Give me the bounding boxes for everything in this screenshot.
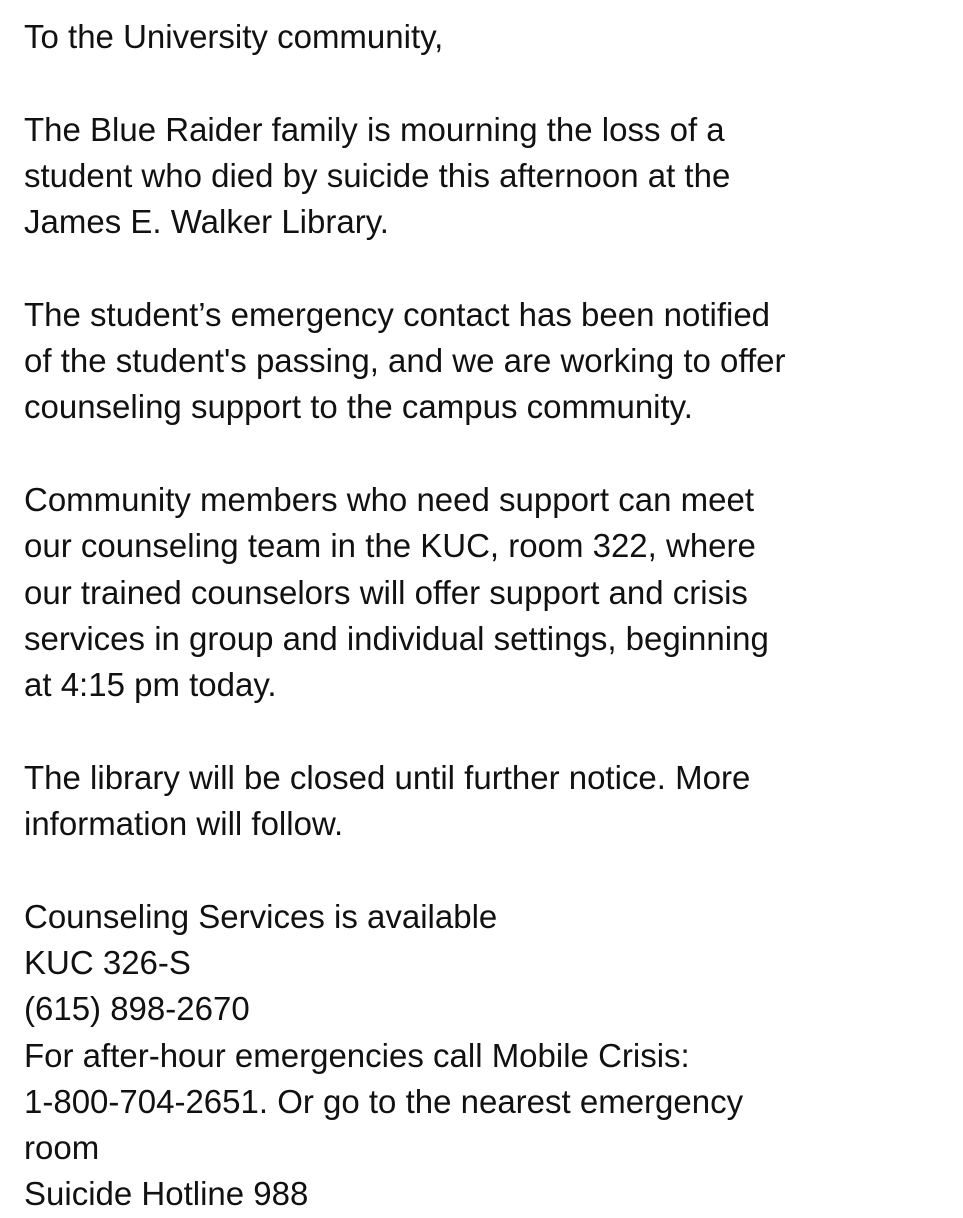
paragraph-line: James E. Walker Library.: [24, 203, 389, 241]
paragraph-line: information will follow.: [24, 805, 344, 843]
counseling-location: KUC 326-S: [24, 943, 191, 981]
mobile-crisis-line: 1-800-704-2651. Or go to the nearest emergency: [24, 1082, 744, 1120]
paragraph-line: The Blue Raider family is mourning the loss of a: [24, 110, 725, 148]
contact-block: [24, 894, 949, 1218]
paragraph-library-closed: [24, 755, 949, 848]
paragraph-notification: [24, 292, 949, 431]
paragraph-line: our trained counselors will offer support and crisis: [24, 573, 748, 611]
paragraph-line: of the student's passing, and we are working to offer: [24, 342, 786, 380]
paragraph-spacer: [24, 60, 949, 106]
paragraph-spacer: [24, 431, 949, 477]
paragraph-line: our counseling team in the KUC, room 322, where: [24, 527, 756, 565]
emergency-room-line: room: [24, 1129, 100, 1167]
counseling-services-heading: Counseling Services is available: [24, 897, 498, 935]
greeting: To the University community,: [24, 18, 444, 55]
paragraph-line: services in group and individual settings, beginning: [24, 619, 769, 657]
paragraph-spacer: [24, 708, 949, 754]
paragraph-line: at 4:15 pm today.: [24, 666, 277, 704]
paragraph-mourning: [24, 107, 949, 246]
paragraph-line: The library will be closed until further notice. More: [24, 758, 751, 796]
counseling-phone-link[interactable]: (615) 898-2670: [24, 990, 250, 1028]
suicide-hotline: Suicide Hotline 988: [24, 1175, 309, 1213]
paragraph-spacer: [24, 847, 949, 893]
counseling-phone-line: [24, 986, 949, 1032]
paragraph-line: The student’s emergency contact has been notified: [24, 295, 771, 333]
paragraph-line: student who died by suicide this afternoon at the: [24, 156, 731, 194]
paragraph-counseling-team: [24, 477, 949, 708]
after-hours-line: For after-hour emergencies call Mobile Crisis:: [24, 1036, 690, 1074]
paragraph-spacer: [24, 245, 949, 291]
announcement-note: [24, 14, 949, 1218]
paragraph-line: counseling support to the campus community.: [24, 388, 693, 426]
paragraph-line: Community members who need support can meet: [24, 480, 754, 518]
